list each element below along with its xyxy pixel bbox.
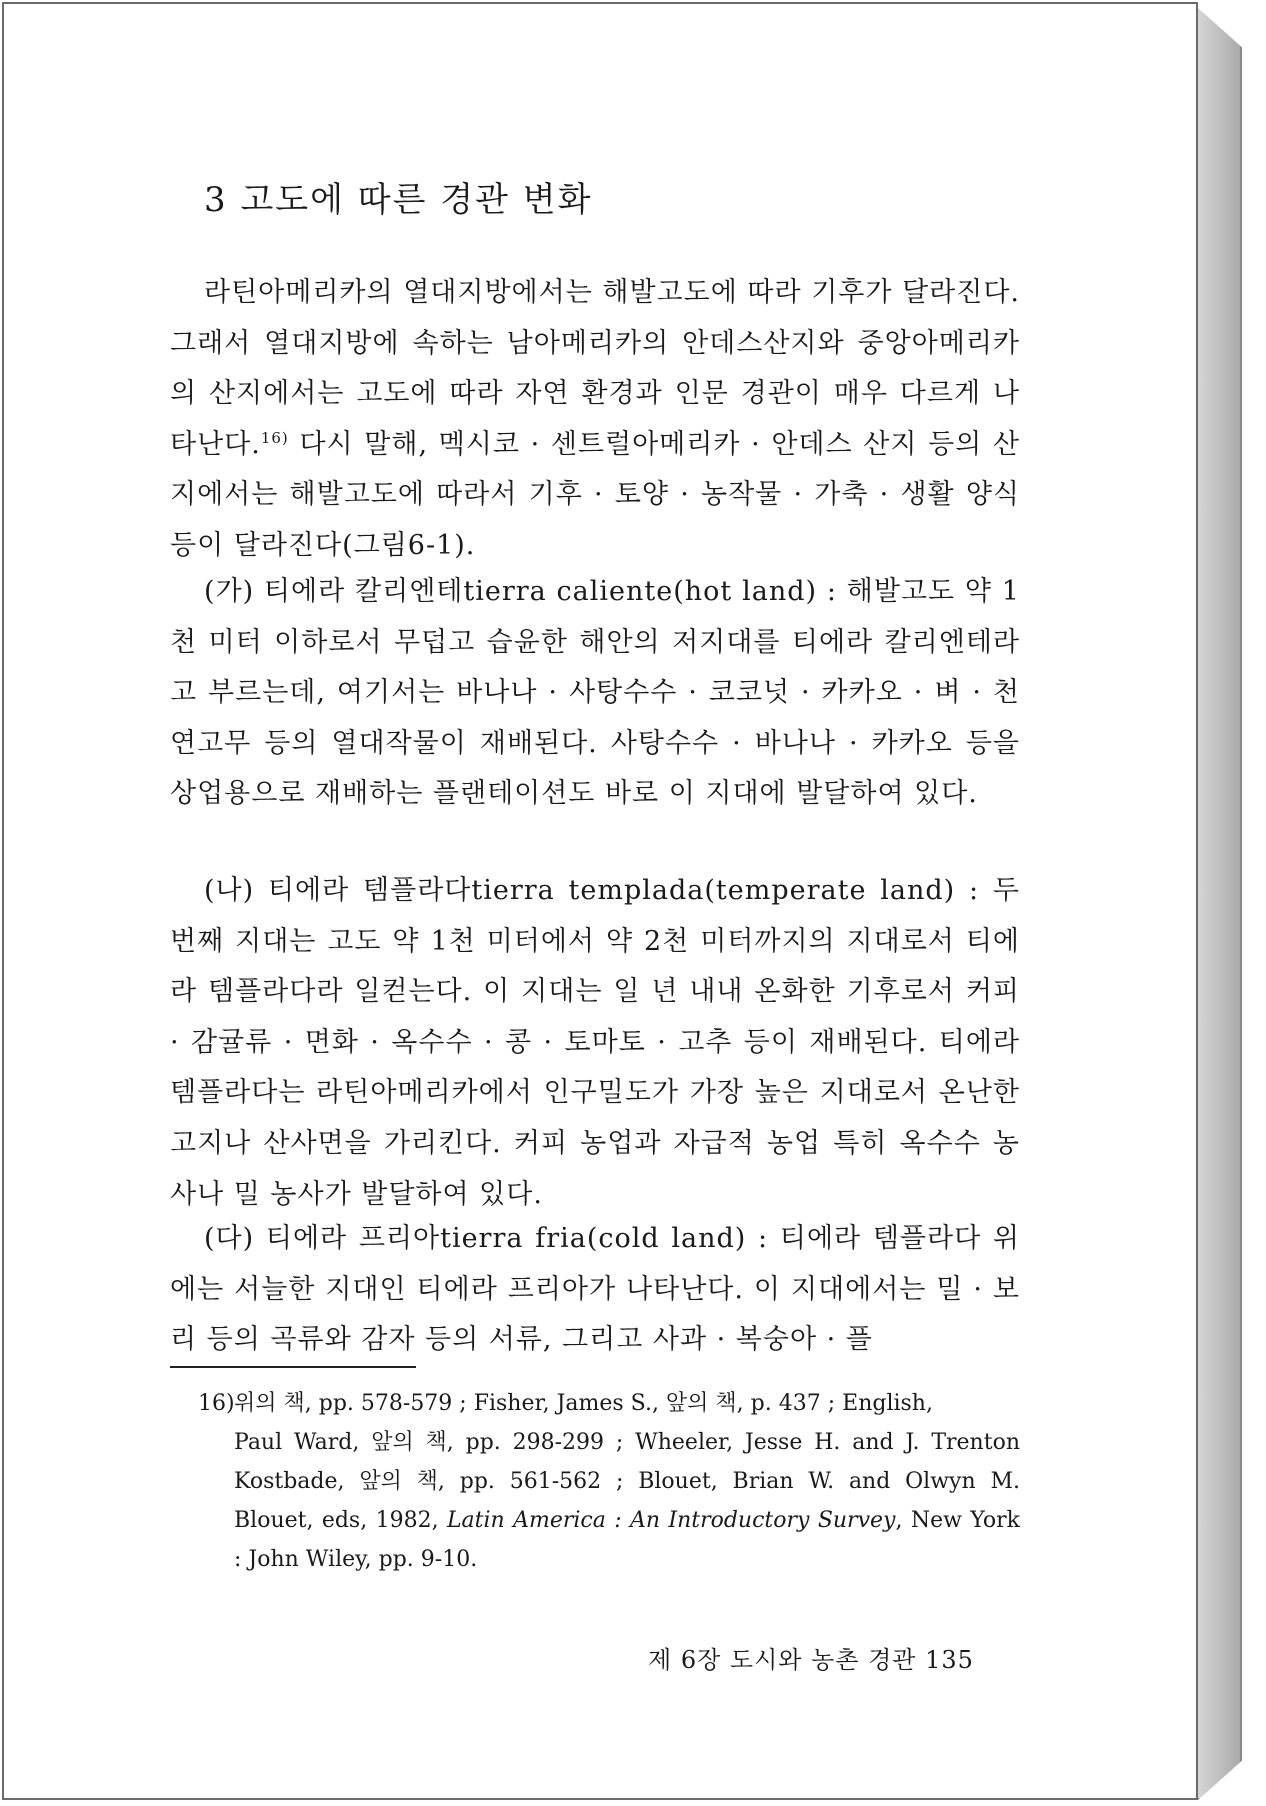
footnote-book-title: Latin America : An Introductory Survey <box>446 1508 896 1533</box>
paragraph-intro-text-b: 다시 말해, 멕시코 · 센트럴아메리카 · 안데스 산지 등의 산지에서는 해발고도에 따라서 기후 · 토양 · 농작물 · 가축 · 생활 양식 등이 달라진다(그림6-1). <box>170 428 1020 561</box>
page-stack-edge <box>1198 8 1242 1800</box>
running-footer-page-number: 제 6장 도시와 농촌 경관 135 <box>648 1646 974 1674</box>
paragraph-intro-text-a: 라틴아메리카의 열대지방에서는 해발고도에 따라 기후가 달라진다. 그래서 열대지방에 속하는 남아메리카의 안데스산지와 중앙아메리카의 산지에서는 고도에 따라 자연 환경과 인문 경관이 매우 다르게 나타난다. <box>170 277 1020 460</box>
footnote-divider <box>170 1366 416 1368</box>
paragraph-intro <box>170 268 1020 572</box>
paragraph-tierra-templada: (나) 티에라 템플라다tierra templada(temperate land) : 두번째 지대는 고도 약 1천 미터에서 약 2천 미터까지의 지대로서 티에라 템플라다라 일컫는다. 이 지대는 일 년 내내 온화한 기후로서 커피 · 감귤류 · 면화 · 옥수수 · 콩 · 토마토 · 고추 등이 재배된다. 티에라 템플라다는 라틴아메리카에서 인구밀도가 가장 높은 지대로서 온난한 고지나 산사면을 가리킨다. 커피 농업과 자급적 농업 특히 옥수수 농사나 밀 농사가 발달하여 있다. <box>170 875 1021 1210</box>
footnote-continuation <box>198 1423 1020 1579</box>
section-heading: 3 고도에 따른 경관 변화 <box>204 180 593 220</box>
footnote-reference[interactable]: 16) <box>260 428 289 447</box>
paragraph-tierra-caliente: (가) 티에라 칼리엔테tierra caliente(hot land) : 해발고도 약 1천 미터 이하로서 무덥고 습윤한 해안의 저지대를 티에라 칼리엔테라고 부르는데, 여기서는 바나나 · 사탕수수 · 코코넛 · 카카오 · 벼 · 천연고무 등의 열대작물이 재배된다. 사탕수수 · 바나나 · 카카오 등을 상업용으로 재배하는 플랜테이션도 바로 이 지대에 발달하여 있다. <box>170 576 1020 810</box>
footnote-text-a: Paul Ward, 앞의 책, pp. 298-299 ; Wheeler, Jesse H. and J. Trenton Kostbade, 앞의 책, pp. 561-562 ; Blouet, Brian W. and Olwyn M. Blouet, eds, 1982, <box>234 1430 1020 1533</box>
footnote-number: 16) <box>198 1391 235 1416</box>
footnote <box>198 1384 1020 1579</box>
paragraph-tierra-fria: (다) 티에라 프리아tierra fria(cold land) : 티에라 템플라다 위에는 서늘한 지대인 티에라 프리아가 나타난다. 이 지대에서는 밀 · 보리 등의 곡류와 감자 등의 서류, 그리고 사과 · 복숭아 · 플 <box>170 1223 1020 1356</box>
footnote-line-1: 위의 책, pp. 578-579 ; Fisher, James S., 앞의 책, p. 437 ; English, <box>234 1391 933 1416</box>
book-page <box>2 2 1198 1800</box>
footnote-text-b: , New York : John Wiley, pp. 9-10. <box>234 1508 1020 1572</box>
